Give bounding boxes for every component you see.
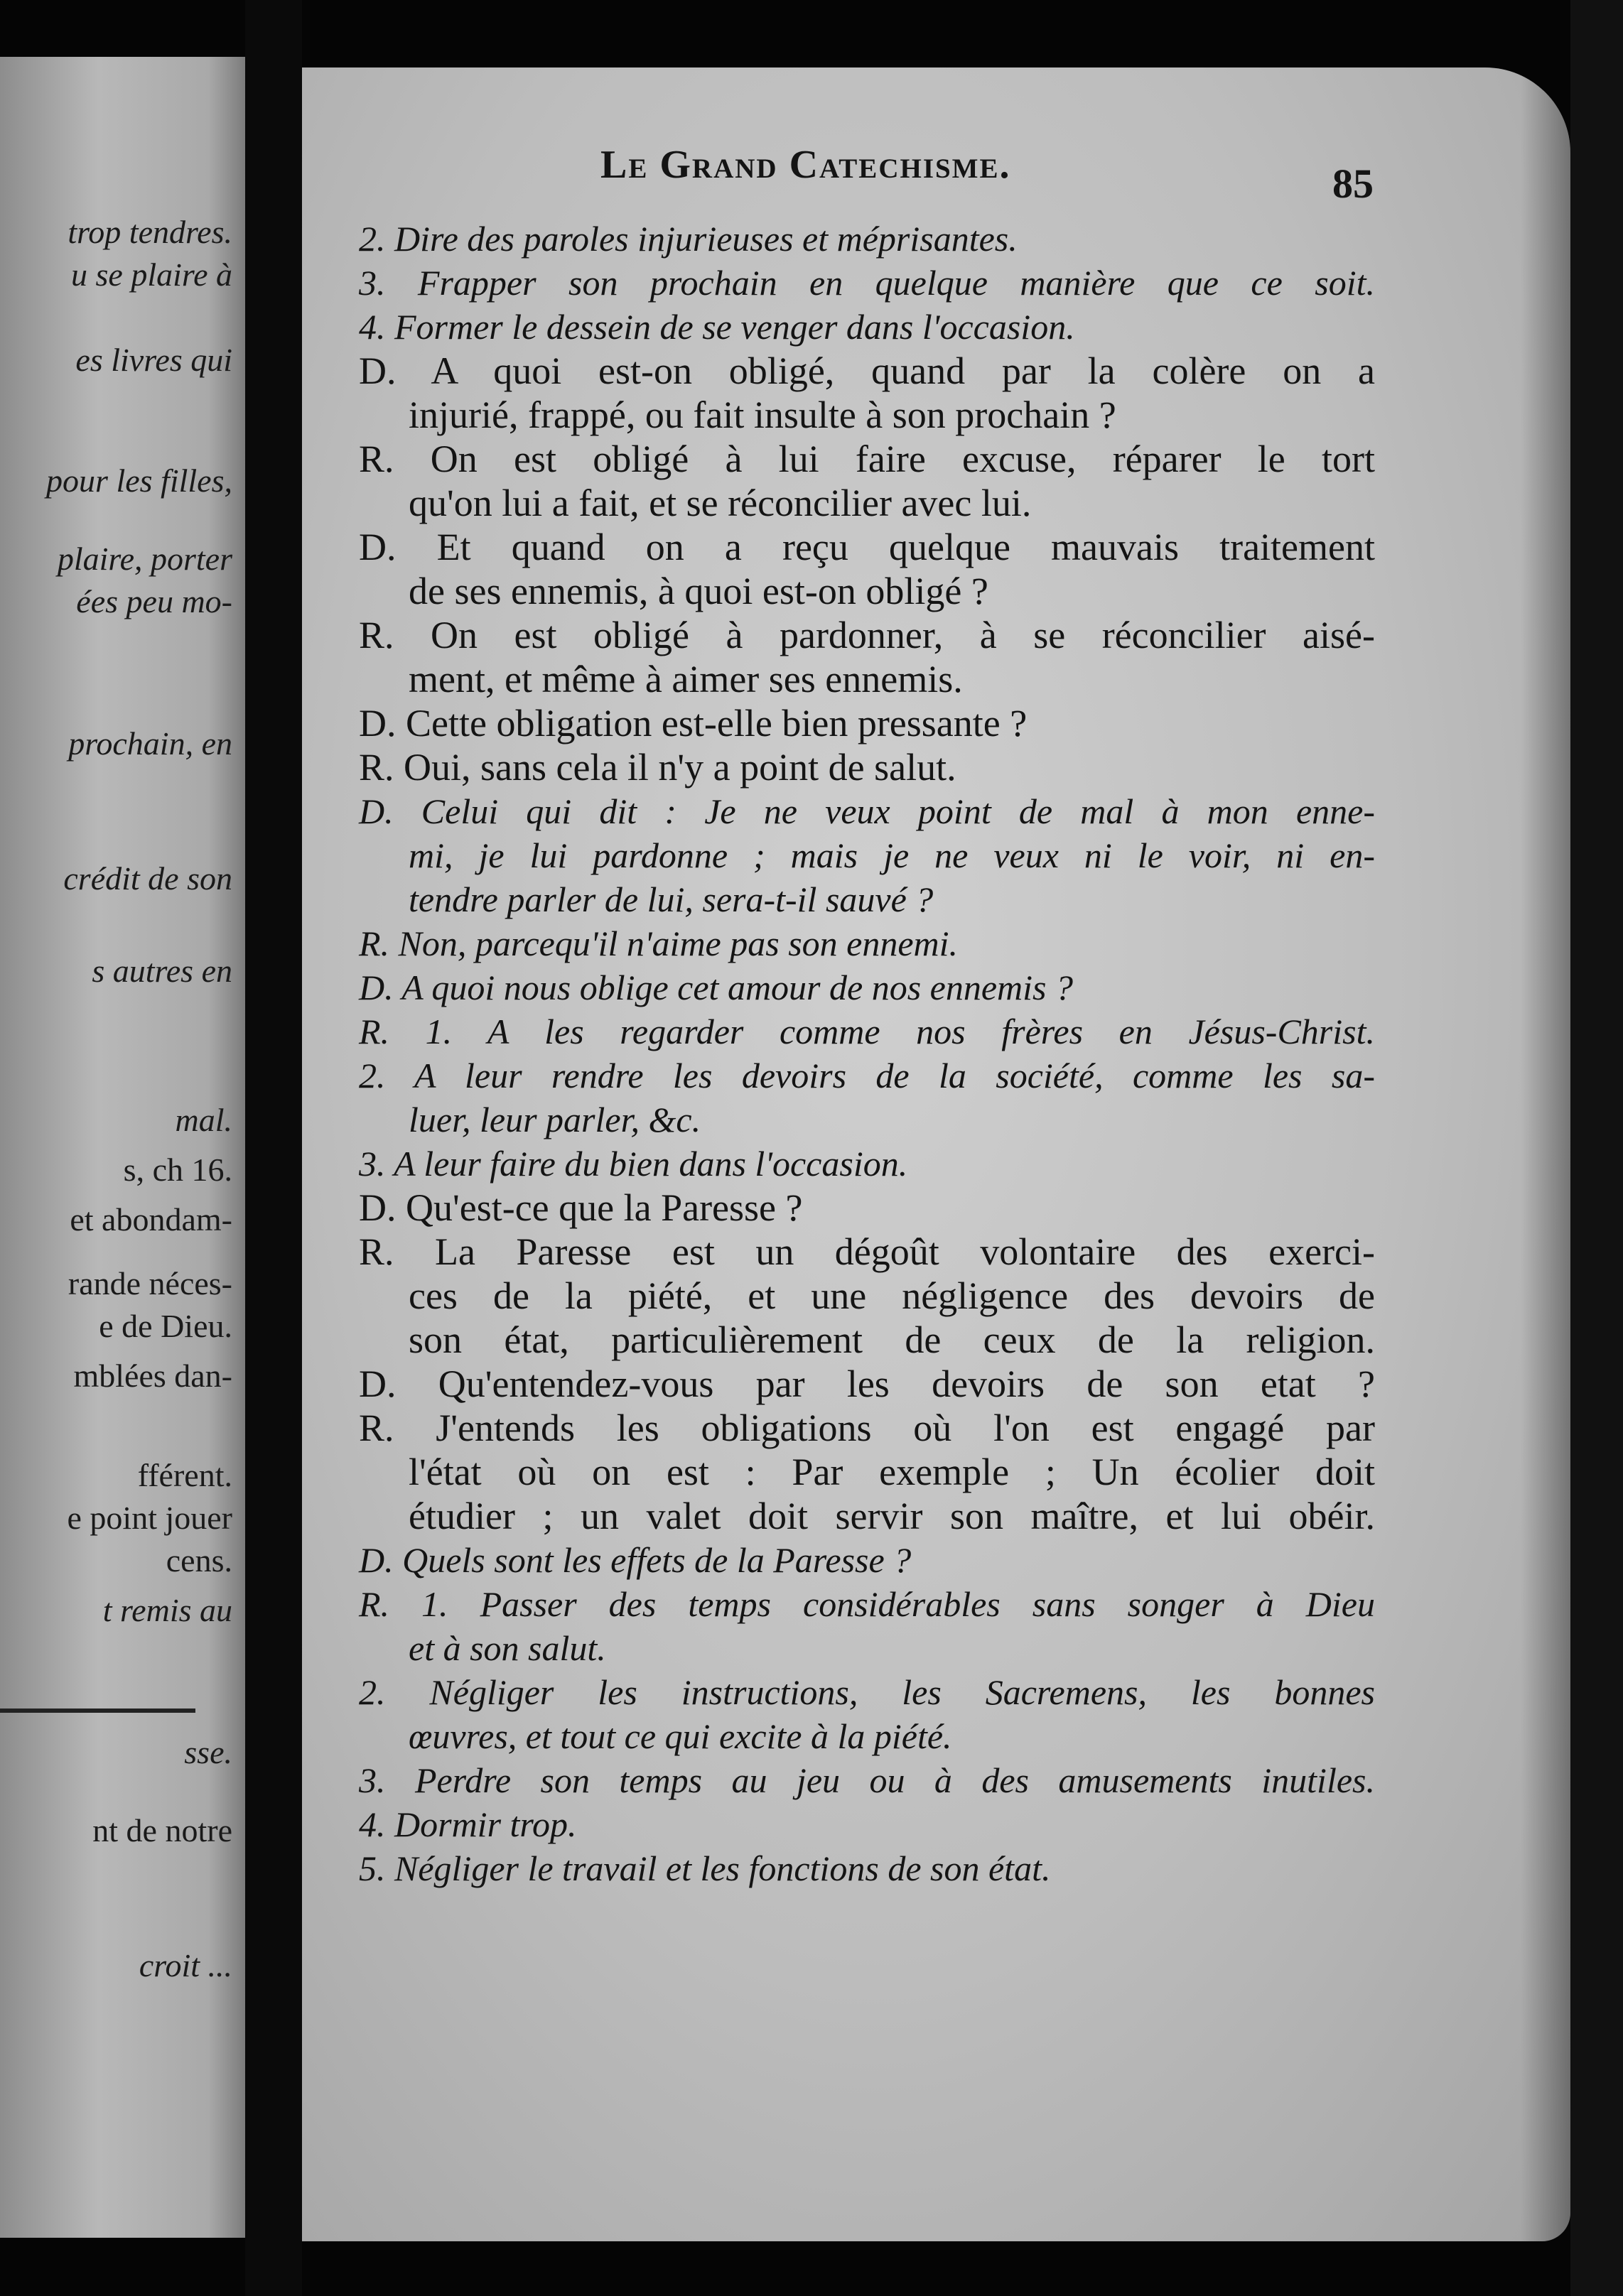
left-page-line: rande néces- [68,1265,232,1301]
text-line: l'état où on est : Par exemple ; Un écolier doit [409,1451,1375,1493]
left-page [0,57,245,2238]
text-line: 4. Former le dessein de se venger dans l'occasion. [359,307,1075,347]
text-line: R. 1. A les regarder comme nos frères en Jésus-Christ. [359,1012,1375,1051]
left-page-line: fférent. [137,1457,232,1493]
left-page-line: ées peu mo- [76,583,232,619]
text-line: D. A quoi est-on obligé, quand par la colère on a [359,350,1375,392]
left-page-line: sse. [184,1734,232,1770]
left-page-line: u se plaire à [71,256,232,293]
left-page-line: mal. [175,1102,232,1138]
text-line: et à son salut. [409,1628,606,1668]
text-line: 3. Perdre son temps au jeu ou à des amusements inutiles. [359,1760,1375,1800]
left-page-line: s autres en [92,953,232,989]
text-line: ces de la piété, et une négligence des devoirs de [409,1274,1375,1317]
left-page-line: trop tendres. [68,214,232,250]
left-page-line: et abondam- [70,1201,232,1238]
text-line: D. Qu'est-ce que la Paresse ? [359,1186,803,1229]
running-head: Le Grand Catechisme. [600,143,1011,187]
right-border [1570,0,1623,2296]
page-number: 85 [1332,161,1374,207]
text-line: R. On est obligé à pardonner, à se réconcilier aisé- [359,614,1375,656]
main-page [302,67,1570,2241]
text-line: œuvres, et tout ce qui excite à la piété. [409,1716,952,1756]
text-line: R. Oui, sans cela il n'y a point de salut. [359,746,956,789]
text-line: D. Celui qui dit : Je ne veux point de mal à mon enne- [359,791,1375,831]
text-line: étudier ; un valet doit servir son maître, et lui obéir. [409,1495,1375,1537]
left-page-line: croit ... [139,1947,232,1983]
left-page-line: crédit de son [63,860,232,897]
text-line: ment, et même à aimer ses ennemis. [409,658,963,700]
text-line: D. Quels sont les effets de la Paresse ? [359,1540,912,1580]
text-line: 5. Négliger le travail et les fonctions de son état. [359,1848,1051,1888]
text-line: 2. Négliger les instructions, les Sacremens, les bonnes [359,1672,1375,1712]
left-page-rule [0,1709,195,1713]
text-line: 3. A leur faire du bien dans l'occasion. [359,1144,908,1184]
text-line: 2. Dire des paroles injurieuses et méprisantes. [359,219,1018,259]
left-page-line: e point jouer [67,1500,232,1536]
text-line: D. Qu'entendez-vous par les devoirs de son etat ? [359,1363,1375,1405]
book-gutter [245,0,302,2296]
text-line: R. J'entends les obligations où l'on est engagé par [359,1407,1375,1449]
text-line: R. La Paresse est un dégoût volontaire des exerci- [359,1230,1375,1273]
text-line: D. A quoi nous oblige cet amour de nos ennemis ? [359,968,1074,1007]
text-line: R. On est obligé à lui faire excuse, réparer le tort [359,438,1375,480]
text-line: luer, leur parler, &c. [409,1100,701,1139]
text-line: injurié, frappé, ou fait insulte à son prochain ? [409,394,1116,436]
left-page-line: plaire, porter [57,541,232,577]
text-line: mi, je lui pardonne ; mais je ne veux ni le voir, ni en- [409,835,1375,875]
left-page-line: pour les filles, [46,462,232,499]
left-page-line: mblées dan- [73,1358,232,1394]
text-line: D. Cette obligation est-elle bien pressante ? [359,702,1028,744]
left-page-line: s, ch 16. [123,1152,232,1188]
left-page-line: t remis au [102,1592,232,1628]
text-line: de ses ennemis, à quoi est-on obligé ? [409,570,988,612]
text-line: tendre parler de lui, sera-t-il sauvé ? [409,879,934,919]
left-page-line: prochain, en [68,725,232,762]
text-line: 3. Frapper son prochain en quelque manière que ce soit. [359,263,1375,303]
catechism-text [359,217,1375,1890]
text-line: D. Et quand on a reçu quelque mauvais traitement [359,526,1375,568]
text-line: qu'on lui a fait, et se réconcilier avec lui. [409,482,1032,524]
left-page-line: cens. [166,1542,232,1578]
left-page-line: nt de notre [92,1812,232,1848]
text-line: 2. A leur rendre les devoirs de la société, comme les sa- [359,1056,1375,1095]
left-page-line: e de Dieu. [99,1308,232,1344]
left-page-line: es livres qui [75,342,232,378]
text-line: R. 1. Passer des temps considérables sans songer à Dieu [359,1584,1375,1624]
text-line: R. Non, parcequ'il n'aime pas son ennemi. [359,924,959,963]
text-line: 4. Dormir trop. [359,1804,577,1844]
text-line: son état, particulièrement de ceux de la religion. [409,1318,1375,1361]
page-edge-shadow [1521,67,1570,2241]
